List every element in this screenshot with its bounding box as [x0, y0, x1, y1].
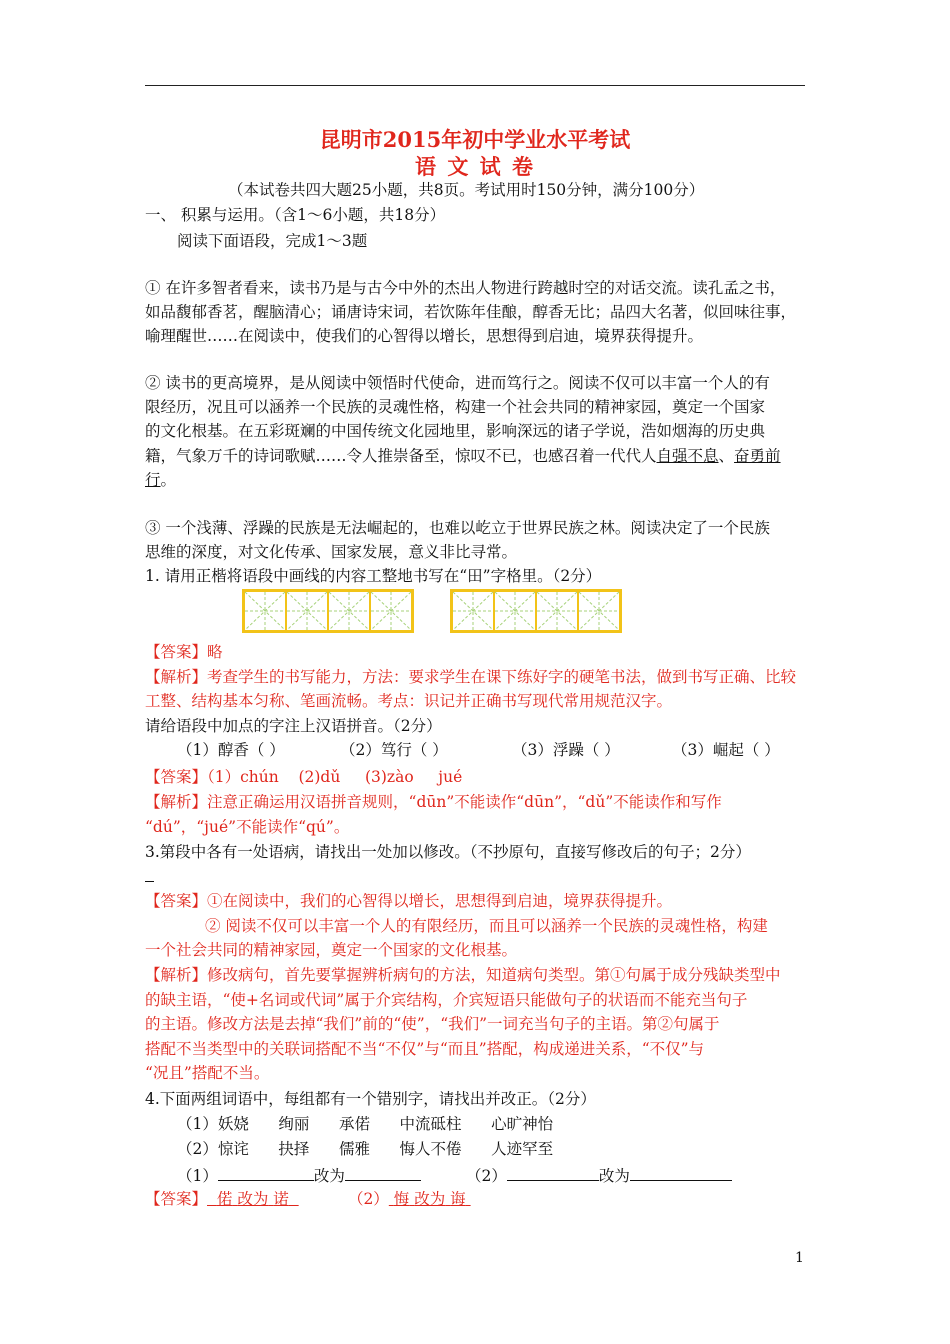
passage-p2-line	[145, 446, 781, 466]
q2-item: （1）醇香（ ）	[177, 741, 285, 759]
right-char: 诲	[450, 1190, 466, 1208]
page-number: 1	[795, 1250, 804, 1266]
answer-tag: 【答案】	[145, 892, 208, 910]
answer-tag: 【答案】	[145, 1190, 208, 1208]
q3-answer-cont: 一个社会共同的精神家园，奠定一个国家的文化根基。	[145, 941, 518, 959]
q2-item: （3）崛起（ ）	[672, 741, 780, 759]
q3-answer	[145, 891, 672, 911]
tianzige-cell[interactable]	[579, 592, 619, 630]
passage-p3-line: ③ 一个浅薄、浮躁的民族是无法崛起的，也难以屹立于世界民族之林。阅读决定了一个民族	[145, 519, 770, 537]
tianzige-cell[interactable]	[537, 592, 577, 630]
section-instruction: 阅读下面语段，完成1～3题	[177, 232, 368, 250]
fill-label: （2）	[466, 1167, 507, 1185]
q1-answer	[145, 642, 223, 662]
q4-row: （1）妖娆 绚丽 承偌 中流砥柱 心旷神怡	[177, 1115, 554, 1133]
q4-row: （2）惊诧 抉择 儒雅 悔人不倦 人迹罕至	[177, 1140, 554, 1158]
answer-tag: 【答案】	[145, 643, 208, 661]
exam-info: （本试卷共四大题25小题，共8页。考试用时150分钟，满分100分）	[228, 181, 705, 199]
q1-analysis-cont: 工整、结构基本匀称、笔画流畅。考点：识记并正确书写现代常用规范汉字。	[145, 692, 673, 710]
passage-p2-line: 限经历，况且可以涵养一个民族的灵魂性格，构建一个社会共同的精神家园，奠定一个国家	[145, 398, 766, 416]
fill-mid: 改为	[598, 1167, 630, 1185]
exam-title: 昆明市2015年初中学业水平考试	[319, 127, 631, 152]
fill-blank[interactable]	[345, 1164, 421, 1181]
analysis-tag: 【解析】	[145, 966, 208, 984]
fill-label: （1）	[177, 1167, 218, 1185]
section-heading: 一、 积累与运用。（含1～6小题，共18分）	[145, 206, 446, 224]
answer-tag: 【答案】	[145, 768, 208, 786]
passage-p2-line: ② 读书的更高境界，是从阅读中领悟时代使命，进而笃行之。阅读不仅可以丰富一个人的有	[145, 374, 770, 392]
analysis-tag: 【解析】	[145, 793, 208, 811]
answer-text: ①在阅读中，我们的心智得以增长，思想得到启迪，境界获得提升。	[207, 892, 673, 910]
q3-answer-cont: ② 阅读不仅可以丰富一个人的有限经历，而且可以涵养一个民族的灵魂性格，构建	[205, 917, 768, 935]
analysis-text: 注意正确运用汉语拼音规则，“dūn”不能读作“dūn”，“dǔ”不能读作和写作	[207, 793, 722, 811]
question-1: 1. 请用正楷将语段中画线的内容工整地书写在“田”字格里。（2分）	[145, 567, 602, 585]
analysis-tag: 【解析】	[145, 668, 208, 686]
passage-p1-line: ① 在许多智者看来，读书乃是与古今中外的杰出人物进行跨越时空的对话交流。读孔孟之书，	[145, 279, 786, 297]
analysis-text: 考查学生的书写能力，方法：要求学生在课下练好字的硬笔书法，做到书写正确、比较	[207, 668, 797, 686]
answer-part	[389, 1190, 471, 1208]
answer-text: （1）chún (2)dǔ (3)zào jué	[207, 768, 463, 786]
tianzige-cell[interactable]	[329, 592, 369, 630]
passage-p1-line: 喻理醒世……在阅读中，使我们的心智得以增长，思想得到启迪，境界获得提升。	[145, 327, 704, 345]
q4-fill-row	[466, 1164, 732, 1186]
exam-subtitle: 语 文 试 卷	[415, 154, 535, 179]
right-char: 诺	[273, 1190, 289, 1208]
question-4: 4.下面两组词语中，每组都有一个错别字，请找出并改正。（2分）	[145, 1090, 596, 1108]
q4-fill-row	[177, 1164, 421, 1186]
passage-p2-line: 的文化根基。在五彩斑斓的中国传统文化园地里，影响深远的诸子学说，浩如烟海的历史典	[145, 422, 766, 440]
q3-analysis-cont: 的缺主语，“使+名词或代词”属于介宾结构，介宾短语只能做句子的状语而不能充当句子	[145, 991, 748, 1009]
q1-analysis	[145, 667, 796, 687]
q2-analysis-cont: “dú”，“jué”不能读作“qú”。	[145, 818, 350, 836]
wrong-char: 悔	[393, 1190, 410, 1208]
q3-analysis-cont: “况且”搭配不当。	[145, 1064, 270, 1082]
fill-blank[interactable]	[630, 1164, 732, 1181]
tianzige-cell[interactable]	[371, 592, 411, 630]
answer-part	[207, 1190, 299, 1208]
tianzige-grid-group-1	[242, 589, 414, 633]
passage-p3-line: 思维的深度，对文化传承、国家发展，意义非比寻常。	[145, 543, 518, 561]
tianzige-cell[interactable]	[453, 592, 493, 630]
underlined-phrase: 自强不息	[656, 447, 719, 465]
q3-analysis-cont: 搭配不当类型中的关联词搭配不当“不仅”与“而且”搭配，构成递进关系，“不仅”与	[145, 1040, 705, 1058]
passage-p2-line	[145, 470, 176, 490]
tianzige-cell[interactable]	[287, 592, 327, 630]
fill-blank[interactable]	[218, 1164, 314, 1181]
q3-analysis	[145, 965, 781, 985]
underlined-phrase: 行	[145, 471, 161, 489]
tianzige-cell[interactable]	[245, 592, 285, 630]
question-3: 3.第段中各有一处语病，请找出一处加以修改。（不抄原句，直接写修改后的句子；2分）	[145, 843, 751, 861]
tianzige-grid-group-2	[450, 589, 622, 633]
q2-item: （3）浮躁（ ）	[512, 741, 620, 759]
passage-p2-text: 籍，气象万千的诗词歌赋……令人推崇备至，惊叹不已，也感召着一代代人	[145, 447, 657, 465]
answer-mid: 改为	[237, 1190, 269, 1208]
wrong-char: 偌	[216, 1190, 233, 1208]
answer-mid: 改为	[414, 1190, 446, 1208]
fill-blank[interactable]	[507, 1164, 599, 1181]
question-2: 请给语段中加点的字注上汉语拼音。（2分）	[145, 717, 442, 735]
fill-mid: 改为	[313, 1167, 345, 1185]
q2-answer	[145, 767, 462, 787]
tianzige-cell[interactable]	[495, 592, 535, 630]
q4-answer	[145, 1189, 471, 1209]
q2-analysis	[145, 792, 722, 812]
top-rule	[145, 85, 805, 86]
underlined-phrase: 奋勇前	[734, 447, 781, 465]
short-dash	[145, 881, 154, 882]
passage-p1-line: 如品馥郁香茗，醒脑清心；诵唐诗宋词，若饮陈年佳酿，醇香无比；品四大名著，似回味往事，	[145, 303, 797, 321]
separator: 、	[718, 447, 735, 465]
period: 。	[160, 471, 177, 489]
q2-item: （2）笃行（ ）	[340, 741, 448, 759]
q3-analysis-cont: 的主语。修改方法是去掉“我们”前的“使”，“我们”一词充当句子的主语。第②句属于	[145, 1015, 720, 1033]
analysis-text: 修改病句，首先要掌握辨析病句的方法，知道病句类型。第①句属于成分残缺类型中	[207, 966, 781, 984]
answer-label: （2）	[347, 1190, 389, 1208]
answer-text: 略	[207, 643, 223, 661]
